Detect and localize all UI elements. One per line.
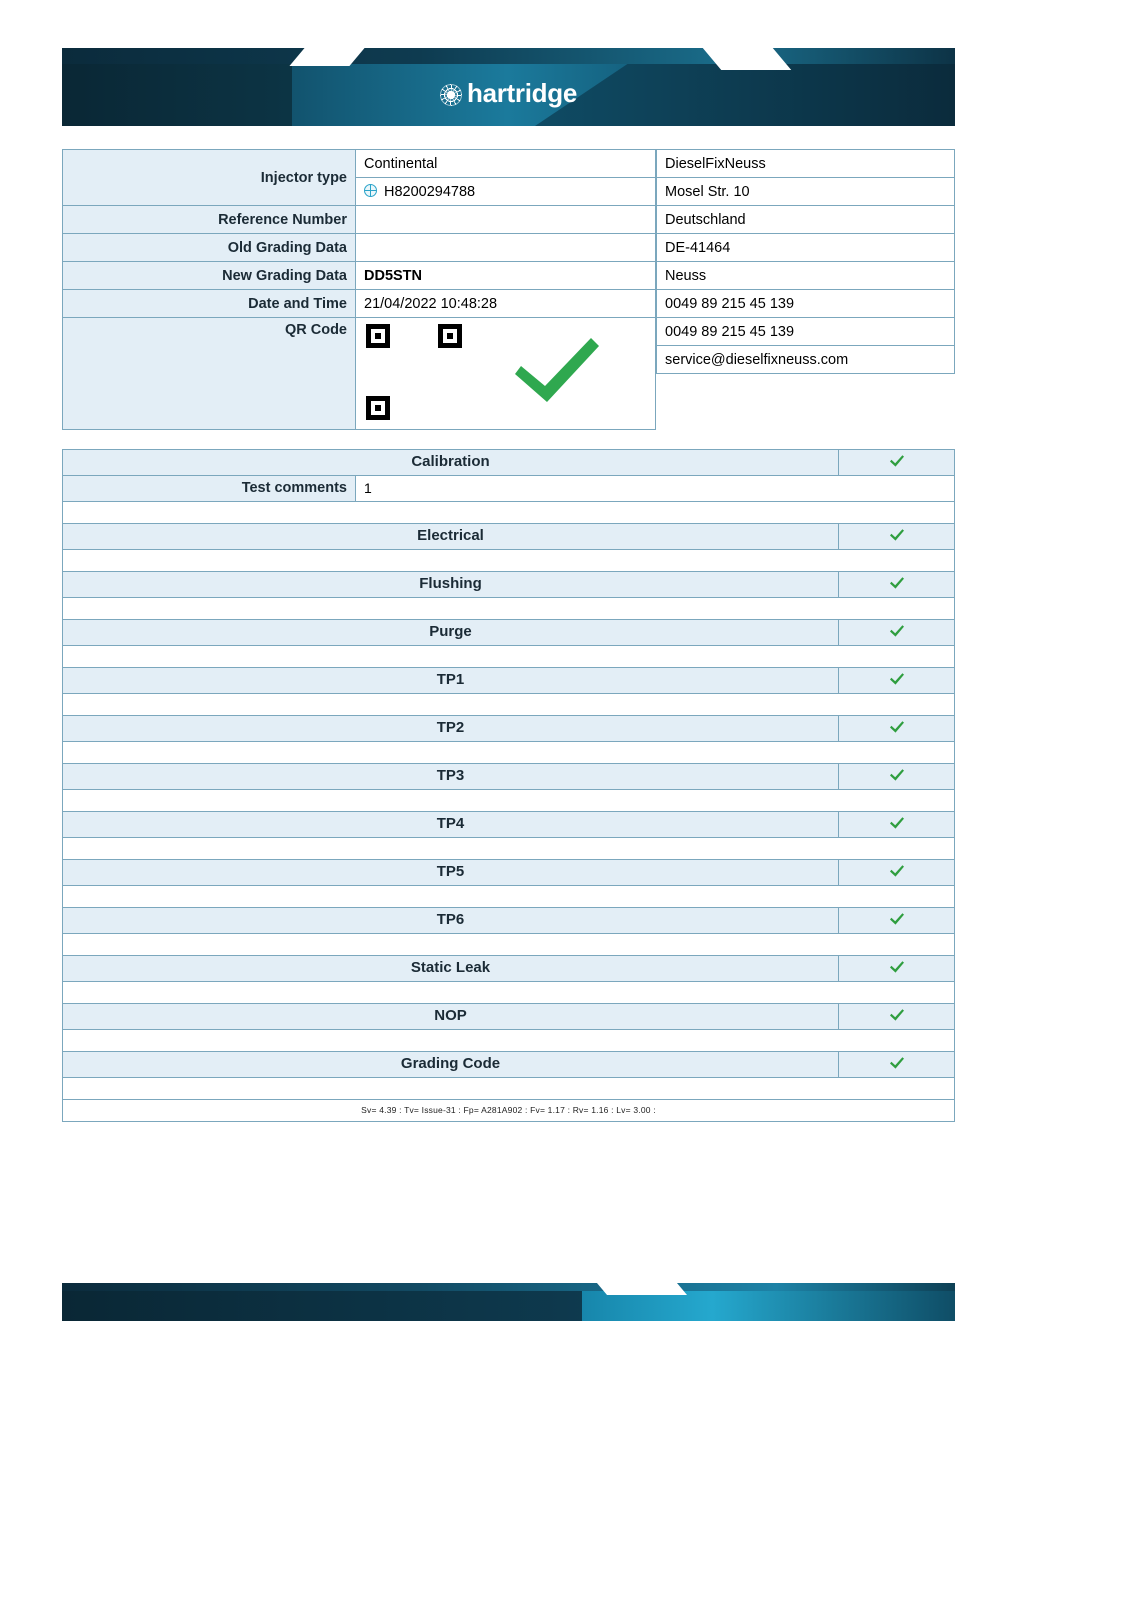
globe-icon xyxy=(364,184,377,197)
table-row xyxy=(657,206,955,234)
qr-finder-icon xyxy=(366,396,390,420)
value-old-grading-data xyxy=(356,234,656,262)
table-row xyxy=(657,318,955,346)
pass-check-icon xyxy=(889,816,905,830)
pass-check-icon xyxy=(889,576,905,590)
spacer-row xyxy=(63,501,954,523)
result-title: TP4 xyxy=(63,812,839,837)
qr-code-pattern xyxy=(366,324,462,420)
result-row-tp2 xyxy=(63,715,954,741)
brand-logo xyxy=(62,78,955,109)
qr-finder-icon xyxy=(438,324,462,348)
table-row xyxy=(63,150,656,178)
spacer-row xyxy=(63,1077,954,1099)
label-new-grading-data: New Grading Data xyxy=(63,262,356,290)
spacer-row xyxy=(63,837,954,859)
status-badge xyxy=(839,450,954,475)
spacer-row xyxy=(63,885,954,907)
table-row xyxy=(63,262,656,290)
result-row-electrical xyxy=(63,523,954,549)
hartridge-wheel-icon xyxy=(440,84,462,106)
spacer-row xyxy=(63,597,954,619)
result-title: Electrical xyxy=(63,524,839,549)
result-title: Flushing xyxy=(63,572,839,597)
brand-name: hartridge xyxy=(467,78,577,108)
status-badge xyxy=(839,1052,954,1077)
result-row-calibration xyxy=(63,449,954,475)
table-row xyxy=(657,150,955,178)
qr-finder-icon xyxy=(366,324,390,348)
table-row xyxy=(657,346,955,374)
result-row-tp4 xyxy=(63,811,954,837)
status-badge xyxy=(839,1004,954,1029)
footer-wedge xyxy=(597,1283,687,1295)
spacer-row xyxy=(63,645,954,667)
spacer-row xyxy=(63,1029,954,1051)
injector-info-table xyxy=(62,149,656,430)
software-version-footnote: Sv= 4.39 : Tv= Issue-31 : Fp= A281A902 : Fv= 1.17 : Rv= 1.16 : Lv= 3.00 : xyxy=(63,1099,954,1121)
label-reference-number: Reference Number xyxy=(63,206,356,234)
result-title: TP5 xyxy=(63,860,839,885)
table-row xyxy=(63,318,656,430)
spacer-row xyxy=(63,981,954,1003)
result-row-purge xyxy=(63,619,954,645)
status-badge xyxy=(839,524,954,549)
label-injector-type: Injector type xyxy=(63,150,356,206)
footer-top-stripe xyxy=(62,1283,955,1291)
customer-info-table xyxy=(656,149,955,374)
customer-name: DieselFixNeuss xyxy=(657,150,955,178)
result-title: Purge xyxy=(63,620,839,645)
label-old-grading-data: Old Grading Data xyxy=(63,234,356,262)
footer-banner xyxy=(62,1283,955,1321)
spacer-row xyxy=(63,933,954,955)
pass-check-icon xyxy=(889,624,905,638)
customer-postcode: DE-41464 xyxy=(657,234,955,262)
spacer-row xyxy=(63,693,954,715)
result-row-flushing xyxy=(63,571,954,597)
header-top-stripe xyxy=(62,48,955,64)
result-title: Static Leak xyxy=(63,956,839,981)
pass-check-icon xyxy=(889,912,905,926)
status-badge xyxy=(839,956,954,981)
pass-check-icon xyxy=(889,960,905,974)
customer-city: Neuss xyxy=(657,262,955,290)
spacer-row xyxy=(63,789,954,811)
pass-check-icon xyxy=(889,768,905,782)
pass-check-icon xyxy=(889,1008,905,1022)
injector-part-number-text: H8200294788 xyxy=(384,183,476,200)
value-injector-part-number xyxy=(356,178,656,206)
status-badge xyxy=(839,860,954,885)
table-row xyxy=(657,262,955,290)
result-title: Grading Code xyxy=(63,1052,839,1077)
result-row-static-leak xyxy=(63,955,954,981)
customer-country: Deutschland xyxy=(657,206,955,234)
pass-check-icon xyxy=(889,454,905,468)
result-row-tp3 xyxy=(63,763,954,789)
label-date-and-time: Date and Time xyxy=(63,290,356,318)
value-date-and-time: 21/04/2022 10:48:28 xyxy=(356,290,656,318)
customer-phone-1: 0049 89 215 45 139 xyxy=(657,290,955,318)
test-comments-row xyxy=(63,475,954,501)
value-new-grading-data: DD5STN xyxy=(356,262,656,290)
qr-code-cell xyxy=(356,318,656,430)
status-badge xyxy=(839,716,954,741)
result-row-nop xyxy=(63,1003,954,1029)
label-test-comments: Test comments xyxy=(63,476,356,501)
result-row-tp1 xyxy=(63,667,954,693)
value-test-comments: 1 xyxy=(356,476,954,501)
table-row xyxy=(657,290,955,318)
table-row xyxy=(63,234,656,262)
result-title: Calibration xyxy=(63,450,839,475)
result-title: TP6 xyxy=(63,908,839,933)
status-badge xyxy=(839,620,954,645)
table-row xyxy=(657,178,955,206)
result-row-tp6 xyxy=(63,907,954,933)
result-row-tp5 xyxy=(63,859,954,885)
customer-street: Mosel Str. 10 xyxy=(657,178,955,206)
customer-phone-2: 0049 89 215 45 139 xyxy=(657,318,955,346)
status-badge xyxy=(839,764,954,789)
spacer-row xyxy=(63,549,954,571)
result-title: NOP xyxy=(63,1004,839,1029)
footer-left-shape xyxy=(62,1291,622,1321)
header-banner xyxy=(62,48,955,126)
footer-right-shape xyxy=(582,1291,955,1321)
pass-check-icon xyxy=(889,864,905,878)
label-qr-code: QR Code xyxy=(63,318,356,430)
value-injector-type: Continental xyxy=(356,150,656,178)
spacer-row xyxy=(63,741,954,763)
pass-check-icon xyxy=(889,528,905,542)
result-row-grading-code xyxy=(63,1051,954,1077)
status-badge xyxy=(839,812,954,837)
pass-check-icon xyxy=(889,672,905,686)
qr-code-image xyxy=(366,324,462,420)
test-results-table xyxy=(62,449,955,1122)
value-reference-number xyxy=(356,206,656,234)
pass-check-icon xyxy=(889,1056,905,1070)
result-title: TP3 xyxy=(63,764,839,789)
pass-check-icon xyxy=(889,720,905,734)
table-row xyxy=(63,206,656,234)
result-title: TP1 xyxy=(63,668,839,693)
status-badge xyxy=(839,908,954,933)
pass-check-icon xyxy=(511,334,603,406)
table-row xyxy=(657,234,955,262)
result-title: TP2 xyxy=(63,716,839,741)
customer-email: service@dieselfixneuss.com xyxy=(657,346,955,374)
status-badge xyxy=(839,668,954,693)
table-row xyxy=(63,290,656,318)
status-badge xyxy=(839,572,954,597)
